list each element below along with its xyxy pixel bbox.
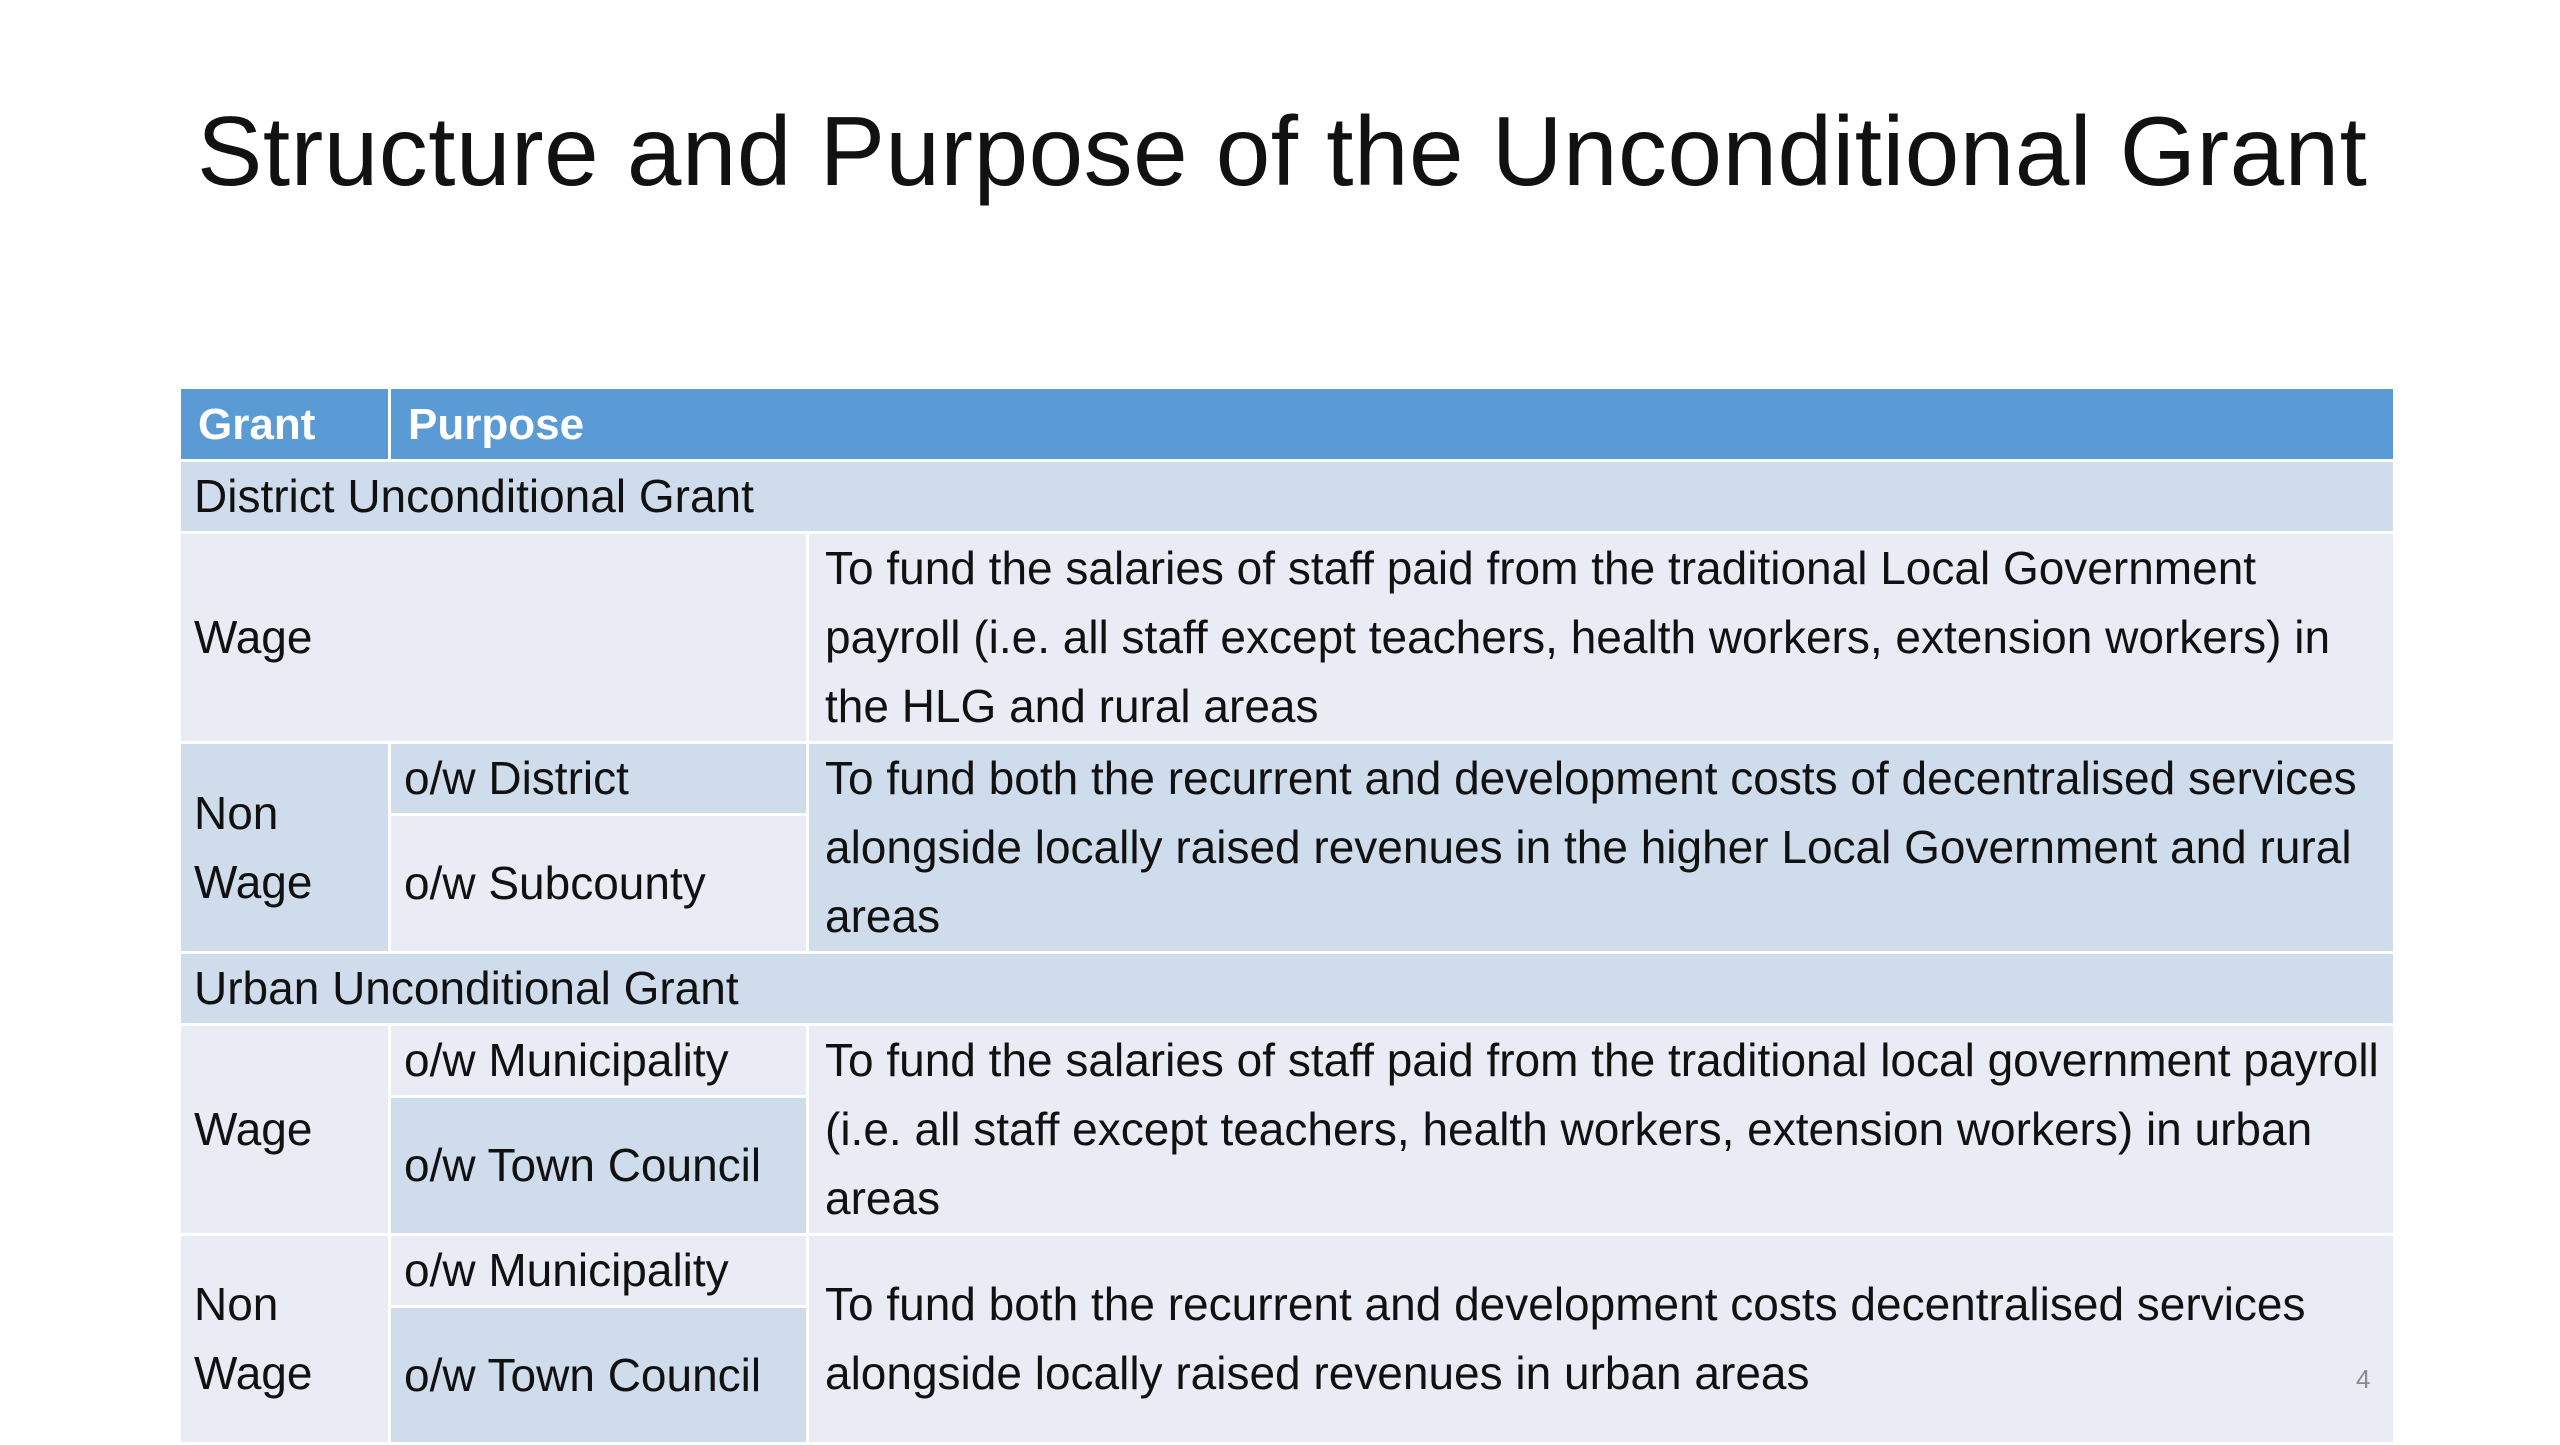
table-row-urban-nonwage-a [180, 1235, 2395, 1307]
header-purpose: Purpose [390, 388, 2395, 461]
purpose-urban-nonwage: To fund both the recurrent and development costs decentralised services alongside locally raised revenues in urban areas [808, 1235, 2395, 1444]
section-label-urban: Urban Unconditional Grant [180, 953, 2395, 1025]
page-number: 4 [2356, 1364, 2371, 1394]
purpose-district-wage: To fund the salaries of staff paid from the traditional Local Government payroll (i.e. all staff except teachers, health workers, extension workers) in the HLG and rural areas [808, 533, 2395, 743]
grant-label-district-wage: Wage [180, 533, 808, 743]
slide-title: Structure and Purpose of the Unconditional Grant [197, 96, 2368, 206]
grant-label-district-nonwage: Non Wage [180, 743, 390, 953]
section-row-district [180, 461, 2395, 533]
sub-label-urban-nonwage-1: o/w Municipality [390, 1235, 808, 1307]
sub-label-district-nonwage-1: o/w District [390, 743, 808, 815]
grant-label-urban-nonwage: Non Wage [180, 1235, 390, 1444]
header-grant: Grant [180, 388, 390, 461]
sub-label-district-nonwage-2: o/w Subcounty [390, 815, 808, 953]
sub-label-urban-nonwage-2: o/w Town Council [390, 1307, 808, 1444]
section-label-district: District Unconditional Grant [180, 461, 2395, 533]
grant-label-urban-wage: Wage [180, 1025, 390, 1235]
table-row-district-nonwage-a [180, 743, 2395, 815]
sub-label-urban-wage-1: o/w Municipality [390, 1025, 808, 1097]
grant-purpose-table [178, 386, 2396, 1445]
sub-label-urban-wage-2: o/w Town Council [390, 1097, 808, 1235]
table-row-urban-wage-a [180, 1025, 2395, 1097]
table-header-row [180, 388, 2395, 461]
purpose-urban-wage: To fund the salaries of staff paid from the traditional local government payroll (i.e. all staff except teachers, health workers, extension workers) in urban areas [808, 1025, 2395, 1235]
table-row-district-wage [180, 533, 2395, 743]
section-row-urban [180, 953, 2395, 1025]
purpose-district-nonwage: To fund both the recurrent and development costs of decentralised services alongside locally raised revenues in the higher Local Government and rural areas [808, 743, 2395, 953]
